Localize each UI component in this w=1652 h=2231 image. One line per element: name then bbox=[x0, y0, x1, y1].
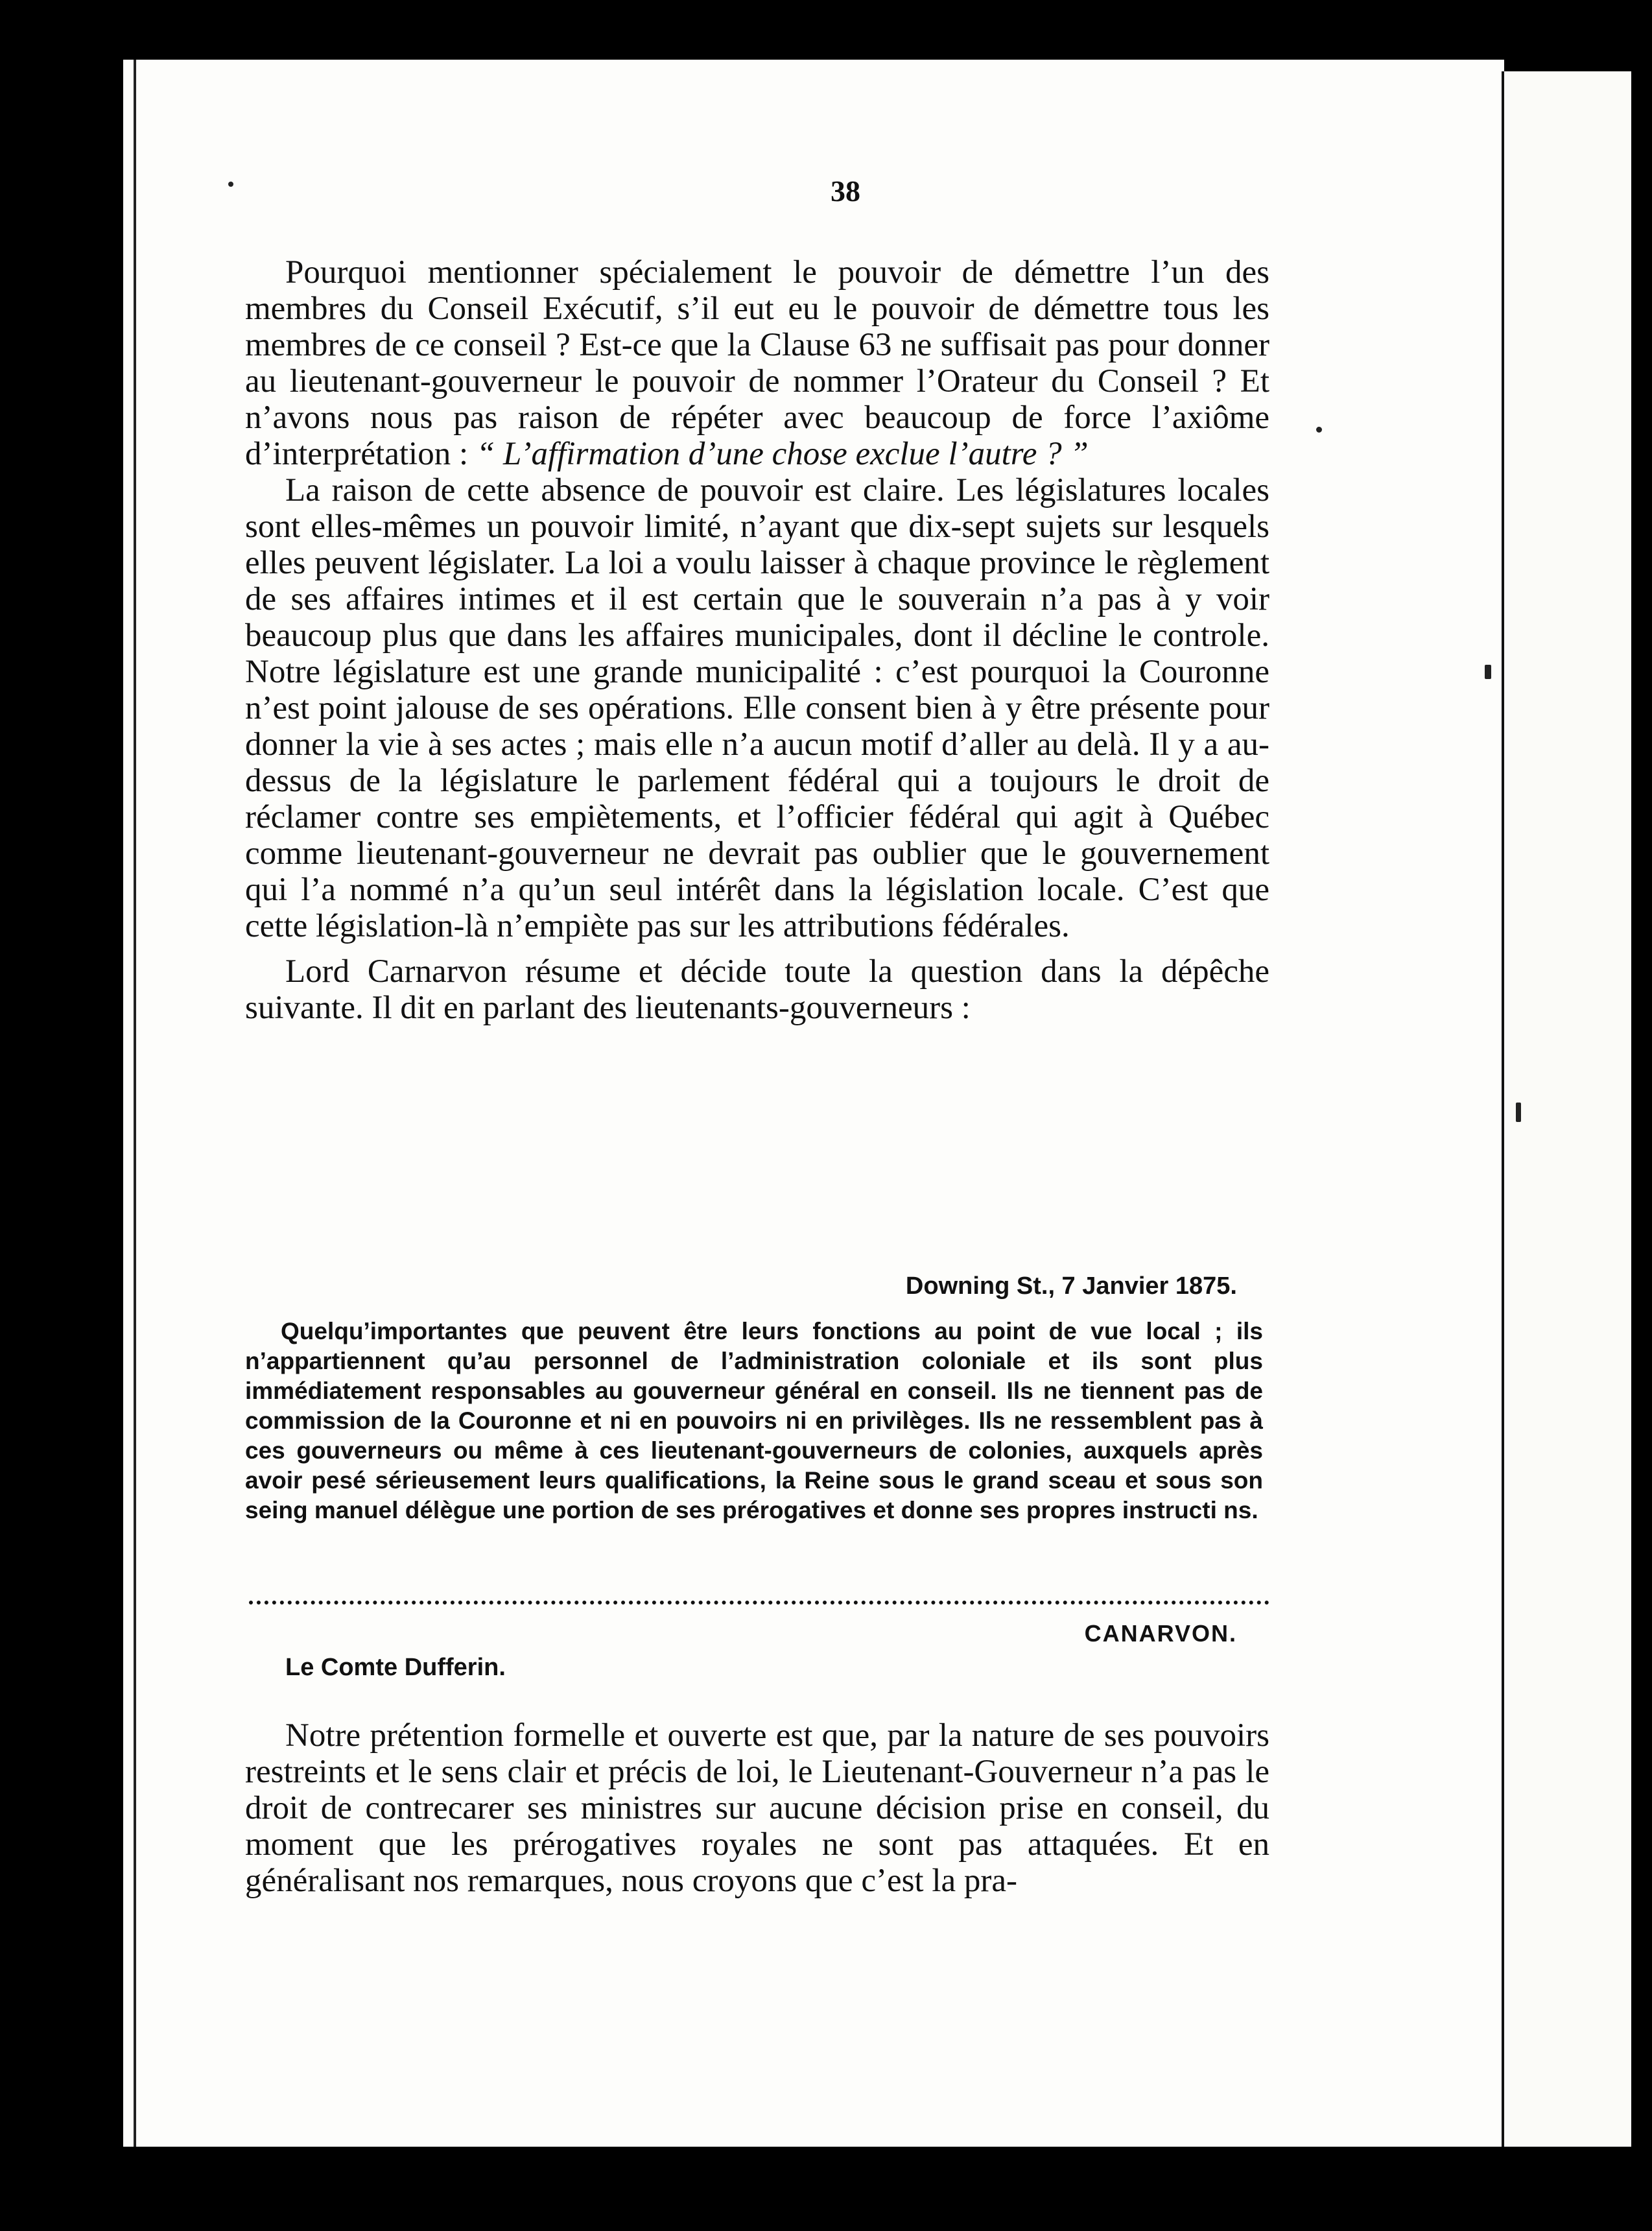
page-number: 38 bbox=[831, 174, 860, 208]
main-text bbox=[245, 254, 1269, 1026]
paragraph-1 bbox=[245, 254, 1269, 472]
speck-mark bbox=[1316, 427, 1322, 433]
dotted-separator bbox=[249, 1601, 1269, 1605]
paragraph-3: Lord Carnarvon résume et décide toute la question dans la dépêche suivante. Il dit en parlant des lieutenants-gouverneurs : bbox=[245, 953, 1269, 1026]
speck-mark bbox=[1485, 665, 1491, 679]
paragraph-1-text: Pourquoi mentionner spécialement le pouvoir de démettre l’un des membres du Conseil Exécutif, s’il eut eu le pouvoir de démettre tous les membres de ce conseil ? Est-ce que la Clause 63 ne suffisait pas pour donner au lieutenant-gouverneur le pouvoir de nommer l’Orateur du Conseil ? Et n’avons nous pas raison de répéter avec beaucoup de force l’axiôme d’interprétation : bbox=[245, 254, 1269, 472]
maxim-quote: “ L’affirmation d’une chose exclue l’autre ? ” bbox=[476, 436, 1089, 472]
paragraph-2: La raison de cette absence de pouvoir est claire. Les législatures locales sont elles-mêmes un pouvoir limité, n’ayant que dix-sept sujets sur lesquels elles peuvent législater. La loi a voulu laisser à chaque province le règlement de ses affaires intimes et il est certain que le souverain n’a pas à y voir beaucoup plus que dans les affaires municipales, dont il décline le controle. Notre législature est une grande municipalité : c’est pourquoi la Couronne n’est point jalouse de ses opérations. Elle consent bien à y être présente pour donner la vie à ses actes ; mais elle n’a aucun motif d’aller au delà. Il y a au-dessus de la législature le parlement fédéral qui a toujours le droit de réclamer contre ses empiètements, et l’officier fédéral qui agit à Québec comme lieutenant-gouverneur ne devrait pas oublier que le gouvernement qui l’a nommé n’a qu’un seul intérêt dans la législation locale. C’est que cette législation-là n’empiète pas sur les attributions fédérales. bbox=[245, 472, 1269, 944]
closing-text bbox=[245, 1717, 1269, 1899]
dispatch-quote: Quelqu’importantes que peuvent être leurs fonctions au point de vue local ; ils n’appartiennent qu’au personnel de l’administration coloniale et ils sont plus immédiatement responsables au gouverneur général en conseil. Ils ne tiennent pas de commission de la Couronne et ni en pouvoirs ni en privilèges. Ils ne ressemblent pas à ces gouverneurs ou même à ces lieutenant-gouverneurs de colonies, auxquels après avoir pesé sérieusement leurs qualifications, la Reine sous le grand sceau et sous son seing manuel délègue une portion de ses prérogatives et donne ses propres instructi ns. bbox=[245, 1318, 1263, 1523]
dispatch-signature: CANARVON. bbox=[1084, 1620, 1237, 1647]
speck-mark bbox=[1516, 1103, 1521, 1122]
dispatch-dateline: Downing St., 7 Janvier 1875. bbox=[905, 1272, 1237, 1300]
page-left-rule bbox=[134, 60, 136, 2147]
dispatch-addressee: Le Comte Dufferin. bbox=[285, 1654, 506, 1681]
closing-paragraph: Notre prétention formelle et ouverte est que, par la nature de ses pouvoirs restreints et le sens clair et précis de loi, le Lieutenant-Gouverneur n’a pas le droit de contrecarer ses ministres sur aucune décision prise en conseil, du moment que les prérogatives royales ne sont pas attaquées. Et en généralisant nos remarques, nous croyons que c’est la pra- bbox=[245, 1717, 1269, 1899]
next-page-strip bbox=[1504, 71, 1631, 2147]
